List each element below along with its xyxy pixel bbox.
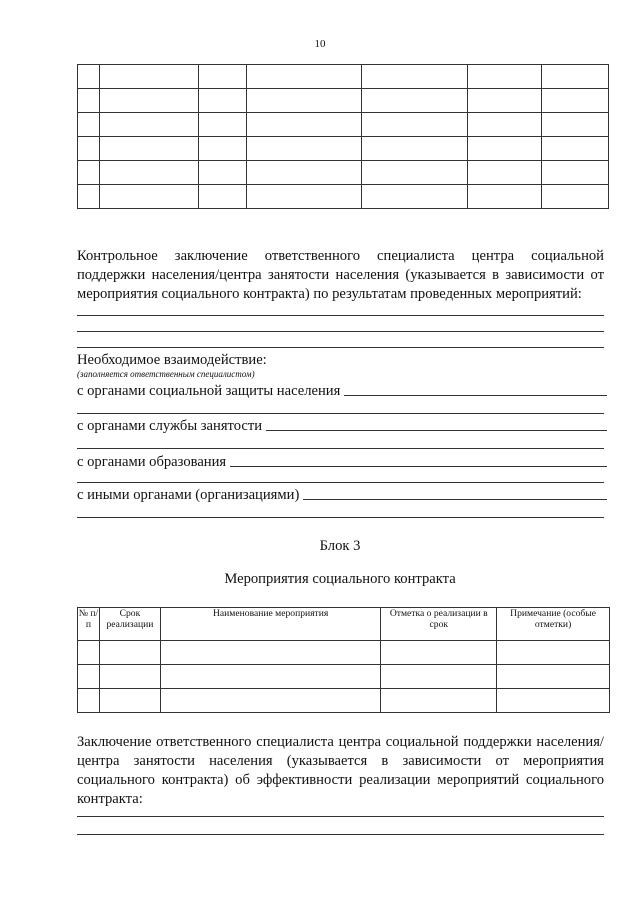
interaction-social-protection-field[interactable] bbox=[77, 381, 607, 400]
interaction-employment-field[interactable] bbox=[77, 416, 607, 435]
answer-line[interactable] bbox=[77, 347, 604, 348]
interaction-other-field[interactable] bbox=[77, 485, 607, 504]
events-table-header bbox=[78, 608, 610, 641]
top-table bbox=[77, 64, 609, 209]
block3-title: Блок 3 bbox=[319, 538, 361, 554]
table-row bbox=[78, 137, 609, 161]
column-header-number: № п/п bbox=[78, 608, 100, 641]
table-row bbox=[78, 689, 610, 713]
answer-line[interactable] bbox=[77, 834, 604, 835]
answer-line[interactable] bbox=[77, 331, 604, 332]
field-label: с органами службы занятости bbox=[77, 418, 263, 434]
field-label: с иными органами (организациями) bbox=[77, 487, 300, 503]
answer-line[interactable] bbox=[77, 315, 604, 316]
column-header-term: Срок реализации bbox=[99, 608, 160, 641]
table-row bbox=[78, 65, 609, 89]
table-row bbox=[78, 665, 610, 689]
table-row bbox=[78, 185, 609, 209]
answer-line[interactable] bbox=[77, 816, 604, 817]
column-header-event-name: Наименование мероприятия bbox=[160, 608, 380, 641]
interaction-note: (заполняется ответственным специалистом) bbox=[77, 369, 255, 379]
answer-line[interactable] bbox=[77, 482, 604, 483]
table-row bbox=[78, 113, 609, 137]
column-header-completion-mark: Отметка о реализации в срок bbox=[381, 608, 497, 641]
events-table bbox=[77, 607, 610, 713]
interaction-title: Необходимое взаимодействие: bbox=[77, 352, 267, 368]
page-number: 10 bbox=[314, 38, 326, 50]
interaction-education-field[interactable] bbox=[77, 452, 607, 471]
answer-line[interactable] bbox=[77, 517, 604, 518]
field-label: с органами социальной защиты населения bbox=[77, 383, 341, 399]
column-header-notes: Примечание (особые отметки) bbox=[497, 608, 610, 641]
final-conclusion-text: Заключение ответственного специалиста центра социальной поддержки населения/центра занятости населения (указывается в зависимости от мероприятия социального контракта) об эффективности реализации мероприятий социального контракта: bbox=[77, 734, 604, 807]
block3-subtitle: Мероприятия социального контракта bbox=[224, 571, 456, 587]
control-conclusion-text: Контрольное заключение ответственного специалиста центра социальной поддержки населения/центра занятости населения (указывается в зависимости от мероприятия социального контракта) по результатам проведенных мероприятий: bbox=[77, 248, 604, 302]
table-row bbox=[78, 641, 610, 665]
field-label: с органами образования bbox=[77, 454, 227, 470]
table-row bbox=[78, 89, 609, 113]
answer-line[interactable] bbox=[77, 413, 604, 414]
table-row bbox=[78, 161, 609, 185]
answer-line[interactable] bbox=[77, 448, 604, 449]
